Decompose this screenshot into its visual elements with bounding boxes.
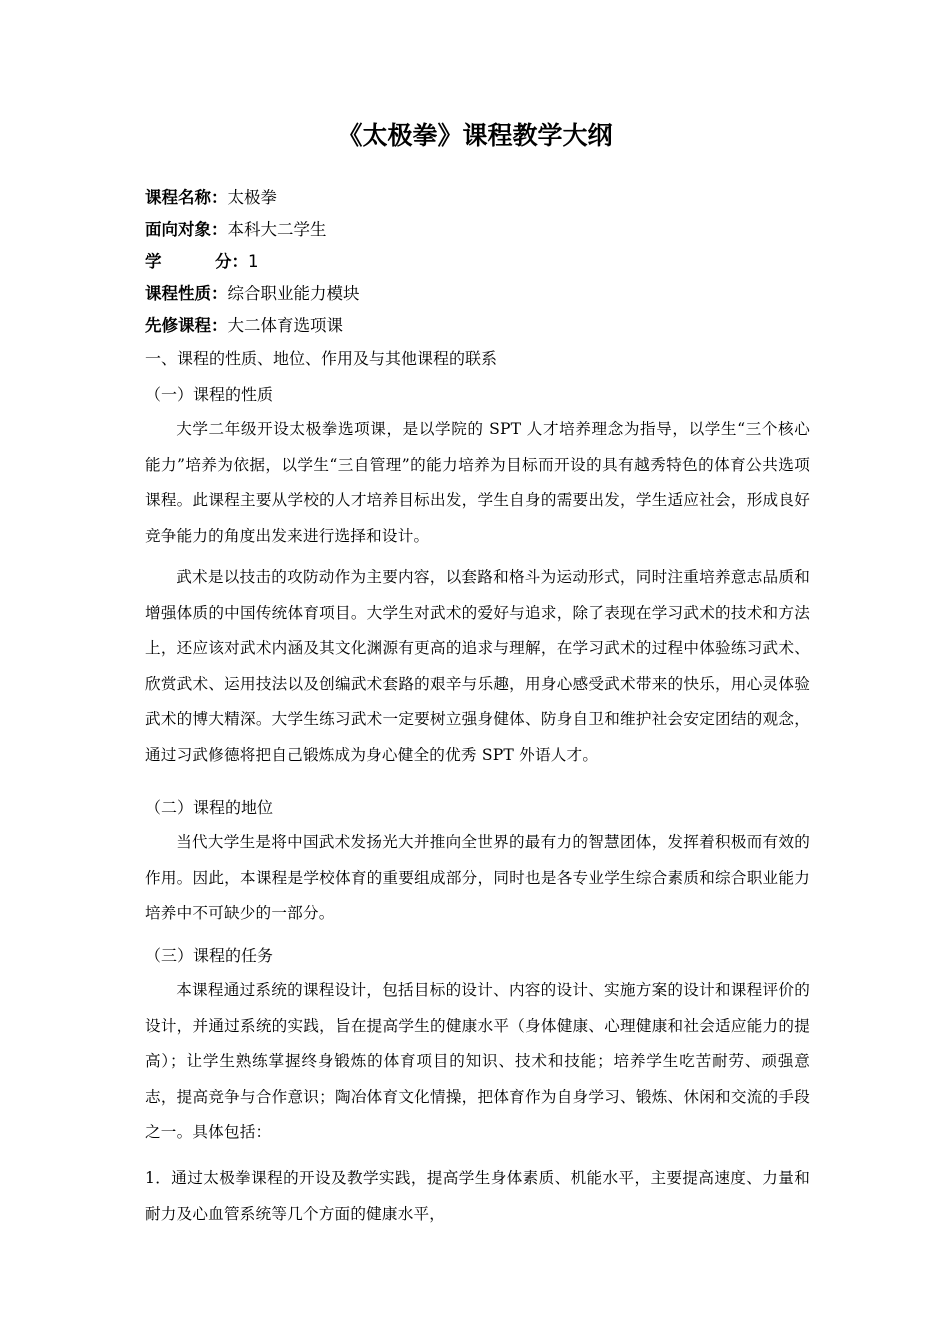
- subheading-status: （二）课程的地位: [145, 798, 274, 817]
- paragraph-nature: 大学二年级开设太极拳选项课，是以学院的 SPT 人才培养理念为指导，以学生“三个核心能力”培养为依据，以学生“三自管理”的能力培养为目标而开设的具有越秀特色的体育公共选项课程。此课程主要从学校的人才培养目标出发，学生自身的需要出发，学生适应社会，形成良好竞争能力的角度出发来进行选择和设计。: [145, 420, 810, 545]
- prereq-row: [145, 312, 343, 336]
- credit-key-b: 分：: [215, 252, 248, 271]
- subheading-nature: （一）课程的性质: [145, 385, 274, 404]
- target-key: 面向对象：: [145, 220, 228, 239]
- credit-key-a: 学: [145, 252, 162, 271]
- nature-value: 综合职业能力模块: [227, 284, 360, 303]
- list-item: 1．通过太极拳课程的开设及教学实践，提高学生身体素质、机能水平，主要提高速度、力量和耐力及心血管系统等几个方面的健康水平，: [145, 1169, 810, 1223]
- target-row: [145, 216, 327, 240]
- credit-value: 1: [248, 252, 259, 271]
- paragraph-wushu: 武术是以技击的攻防动作为主要内容，以套路和格斗为运动形式，同时注重培养意志品质和增强体质的中国传统体育项目。大学生对武术的爱好与追求，除了表现在学习武术的技术和方法上，还应该对武术内涵及其文化渊源有更高的追求与理解，在学习武术的过程中体验练习武术、欣赏武术、运用技法以及创编武术套路的艰辛与乐趣，用身心感受武术带来的快乐，用心灵体验武术的博大精深。大学生练习武术一定要树立强身健体、防身自卫和维护社会安定团结的观念，通过习武修德将把自己锻炼成为身心健全的优秀 SPT 外语人才。: [145, 568, 810, 764]
- section-heading-1: 一、课程的性质、地位、作用及与其他课程的联系: [145, 349, 498, 368]
- nature-key: 课程性质：: [145, 284, 228, 303]
- course-name-row: [145, 184, 277, 208]
- course-name-key: 课程名称：: [145, 188, 228, 207]
- paragraph-status: 当代大学生是将中国武术发扬光大并推向全世界的最有力的智慧团体，发挥着积极而有效的作用。因此，本课程是学校体育的重要组成部分，同时也是各专业学生综合素质和综合职业能力培养中不可缺少的一部分。: [145, 833, 810, 923]
- subheading-tasks: （三）课程的任务: [145, 946, 274, 965]
- target-value: 本科大二学生: [227, 220, 327, 239]
- nature-row: [145, 280, 360, 304]
- prereq-value: 大二体育选项课: [227, 316, 343, 335]
- credit-row: [145, 248, 259, 272]
- course-name-value: 太极拳: [227, 188, 277, 207]
- document-title: 《太极拳》课程教学大纲: [337, 121, 613, 150]
- prereq-key: 先修课程：: [145, 316, 228, 335]
- paragraph-tasks: 本课程通过系统的课程设计，包括目标的设计、内容的设计、实施方案的设计和课程评价的设计，并通过系统的实践，旨在提高学生的健康水平（身体健康、心理健康和社会适应能力的提高）；让学生熟练掌握终身锻炼的体育项目的知识、技术和技能；培养学生吃苦耐劳、顽强意志，提高竞争与合作意识；陶冶体育文化情操，把体育作为自身学习、锻炼、休闲和交流的手段之一。具体包括：: [145, 981, 810, 1142]
